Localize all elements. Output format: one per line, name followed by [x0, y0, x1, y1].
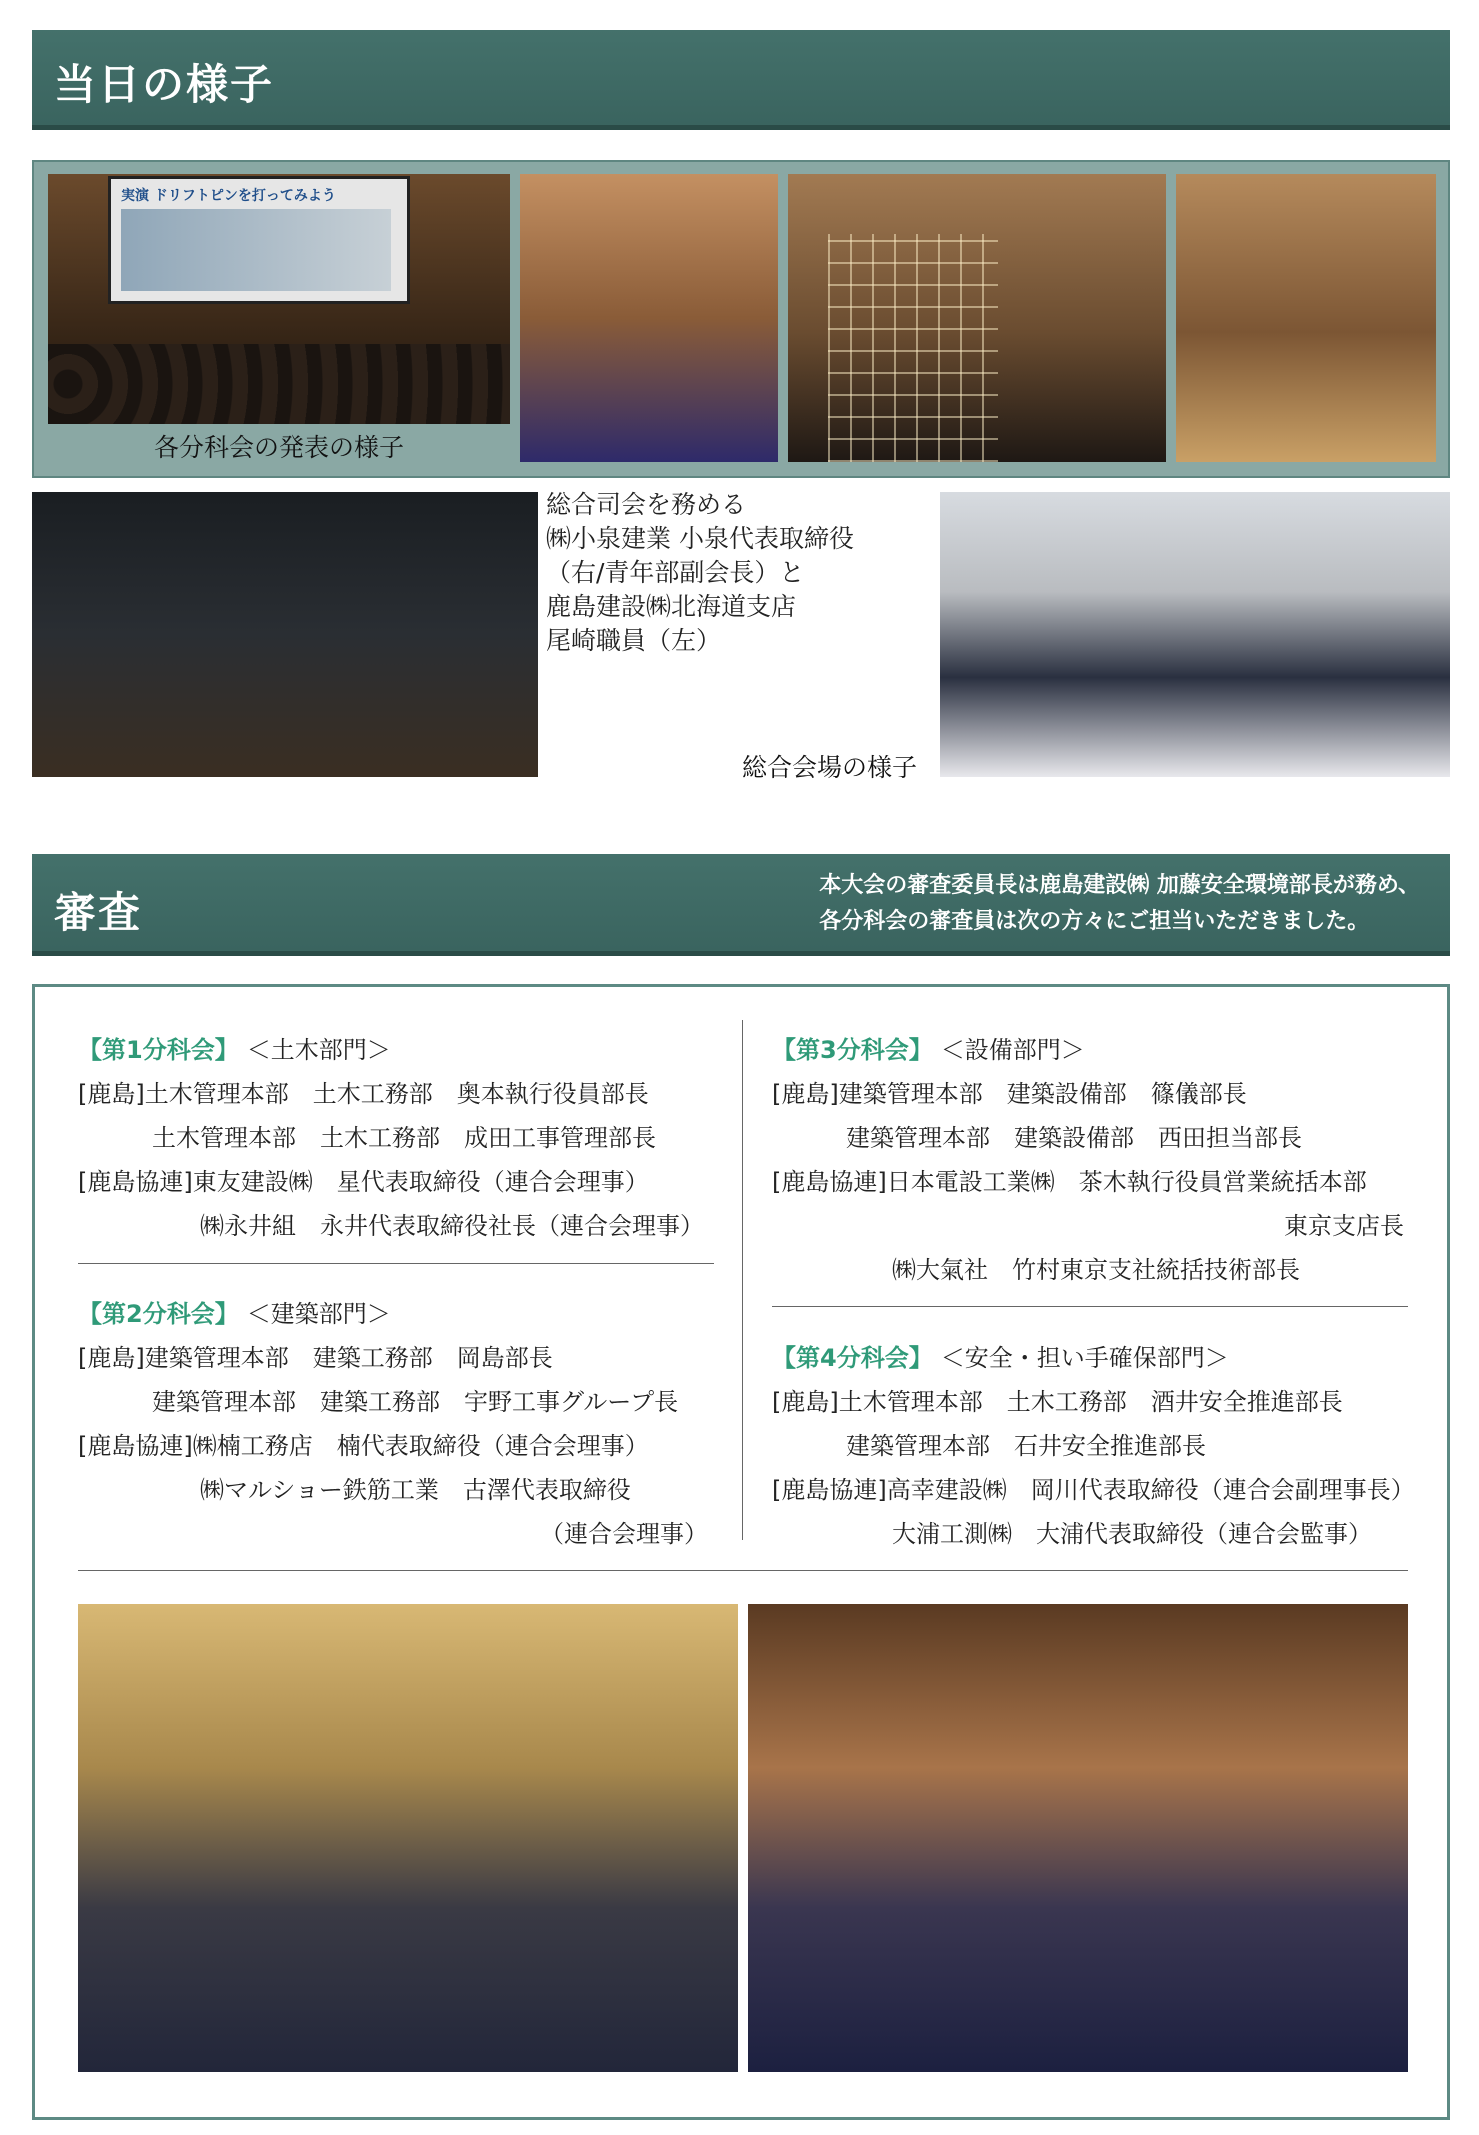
photo-speaker-happi [520, 174, 778, 462]
photo-judges-hall [748, 1604, 1408, 2072]
group-2-line-3-text: ㈱楠工務店 楠代表取締役（連合会理事） [192, 1432, 649, 1460]
group-3-line-3-text: 日本電設工業㈱ 茶木執行役員営業統括本部 [886, 1168, 1367, 1196]
group-2-line-3-tag: [鹿島協連] [78, 1432, 193, 1460]
section-title-day: 当日の様子 [54, 60, 275, 109]
section-title-review: 審査 [54, 888, 143, 937]
group-4-label: 【第4分科会】 [772, 1344, 933, 1372]
photo-judges-closeup [78, 1604, 738, 2072]
group-3-heading [772, 1030, 1085, 1065]
group-2-dept: ＜建築部門＞ [246, 1300, 391, 1328]
group-4-line-3-text: 高幸建設㈱ 岡川代表取締役（連合会副理事長） [886, 1476, 1415, 1504]
group-2-line-1-text: 建築管理本部 建築工務部 岡島部長 [144, 1344, 553, 1372]
group-3-line-5: ㈱大氣社 竹村東京支社統括技術部長 [892, 1256, 1300, 1284]
group-2-line-3 [78, 1426, 649, 1461]
group-4-line-1 [772, 1382, 1343, 1417]
group-4-line-4: 大浦工測㈱ 大浦代表取締役（連合会監事） [892, 1520, 1372, 1548]
group-1-line-3-text: 東友建設㈱ 星代表取締役（連合会理事） [192, 1168, 649, 1196]
group-1-line-1 [78, 1074, 649, 1109]
group-1-line-4: ㈱永井組 永井代表取締役社長（連合会理事） [200, 1212, 704, 1240]
group-2-line-1-tag: [鹿島] [78, 1344, 145, 1372]
group-2-line-1 [78, 1338, 553, 1373]
group-3-line-4: 東京支店長 [1284, 1212, 1404, 1240]
caption-mc-line-4: 鹿島建設㈱北海道支店 [546, 592, 797, 621]
group-3-line-1 [772, 1074, 1247, 1109]
group-1-line-3-tag: [鹿島協連] [78, 1168, 193, 1196]
group-3-dept: ＜設備部門＞ [940, 1036, 1085, 1064]
caption-mc-line-5: 尾崎職員（左） [546, 626, 722, 655]
group-1-rule [78, 1263, 714, 1264]
group-2-line-2: 建築管理本部 建築工務部 宇野工事グループ長 [152, 1388, 679, 1416]
group-4-line-1-tag: [鹿島] [772, 1388, 839, 1416]
section-banner-day [32, 30, 1450, 130]
section-banner-review [32, 854, 1450, 956]
group-1-line-2: 土木管理本部 土木工務部 成田工事管理部長 [152, 1124, 656, 1152]
review-intro-line-2: 各分科会の審査員は次の方々にご担当いただきました。 [819, 909, 1370, 934]
column-divider [742, 1020, 743, 1540]
caption-mc [546, 488, 936, 658]
photo-speakers-pair [788, 174, 1166, 462]
group-3-line-3 [772, 1162, 1367, 1197]
group-3-label: 【第3分科会】 [772, 1036, 933, 1064]
photo-speaker-glasses [1176, 174, 1436, 462]
group-3-line-3-tag: [鹿島協連] [772, 1168, 887, 1196]
group-2-heading [78, 1294, 391, 1329]
caption-mc-line-3: （右/青年部副会長）と [546, 558, 805, 587]
group-4-line-1-text: 土木管理本部 土木工務部 酒井安全推進部長 [838, 1388, 1343, 1416]
group-1-line-1-text: 土木管理本部 土木工務部 奥本執行役員部長 [144, 1080, 649, 1108]
net-prop [828, 234, 998, 462]
group-3-line-1-text: 建築管理本部 建築設備部 篠儀部長 [838, 1080, 1247, 1108]
slide-title: 実演 ドリフトピンを打ってみよう [121, 188, 336, 204]
photo-presentation-hall [48, 174, 510, 424]
group-1-line-1-tag: [鹿島] [78, 1080, 145, 1108]
group-2-line-4: ㈱マルショー鉄筋工業 古澤代表取締役 [200, 1476, 631, 1504]
group-4-line-2: 建築管理本部 石井安全推進部長 [846, 1432, 1206, 1460]
projector-screen [108, 176, 410, 304]
slide-image [121, 209, 391, 291]
group-3-line-1-tag: [鹿島] [772, 1080, 839, 1108]
photo-mc [32, 492, 538, 777]
group-4-line-3 [772, 1470, 1415, 1505]
group-1-dept: ＜土木部門＞ [246, 1036, 391, 1064]
group-1-heading [78, 1030, 391, 1065]
review-bottom-rule [78, 1570, 1408, 1571]
caption-mc-line-1: 総合司会を務める [546, 490, 747, 519]
group-3-line-2: 建築管理本部 建築設備部 西田担当部長 [846, 1124, 1302, 1152]
group-4-line-3-tag: [鹿島協連] [772, 1476, 887, 1504]
review-intro-line-1: 本大会の審査委員長は鹿島建設㈱ 加藤安全環境部長が務め、 [819, 873, 1420, 898]
group-4-dept: ＜安全・担い手確保部門＞ [940, 1344, 1229, 1372]
group-2-line-5: （連合会理事） [540, 1520, 708, 1548]
photo-main-hall [940, 492, 1450, 777]
caption-presentations: 各分科会の発表の様子 [153, 433, 404, 462]
group-1-line-3 [78, 1162, 649, 1197]
group-3-rule [772, 1306, 1408, 1307]
caption-hall: 総合会場の様子 [742, 753, 918, 782]
audience-silhouettes [48, 344, 510, 424]
group-1-label: 【第1分科会】 [78, 1036, 239, 1064]
group-4-heading [772, 1338, 1229, 1373]
review-intro [819, 868, 1420, 940]
group-2-label: 【第2分科会】 [78, 1300, 239, 1328]
caption-mc-line-2: ㈱小泉建業 小泉代表取締役 [546, 524, 854, 553]
